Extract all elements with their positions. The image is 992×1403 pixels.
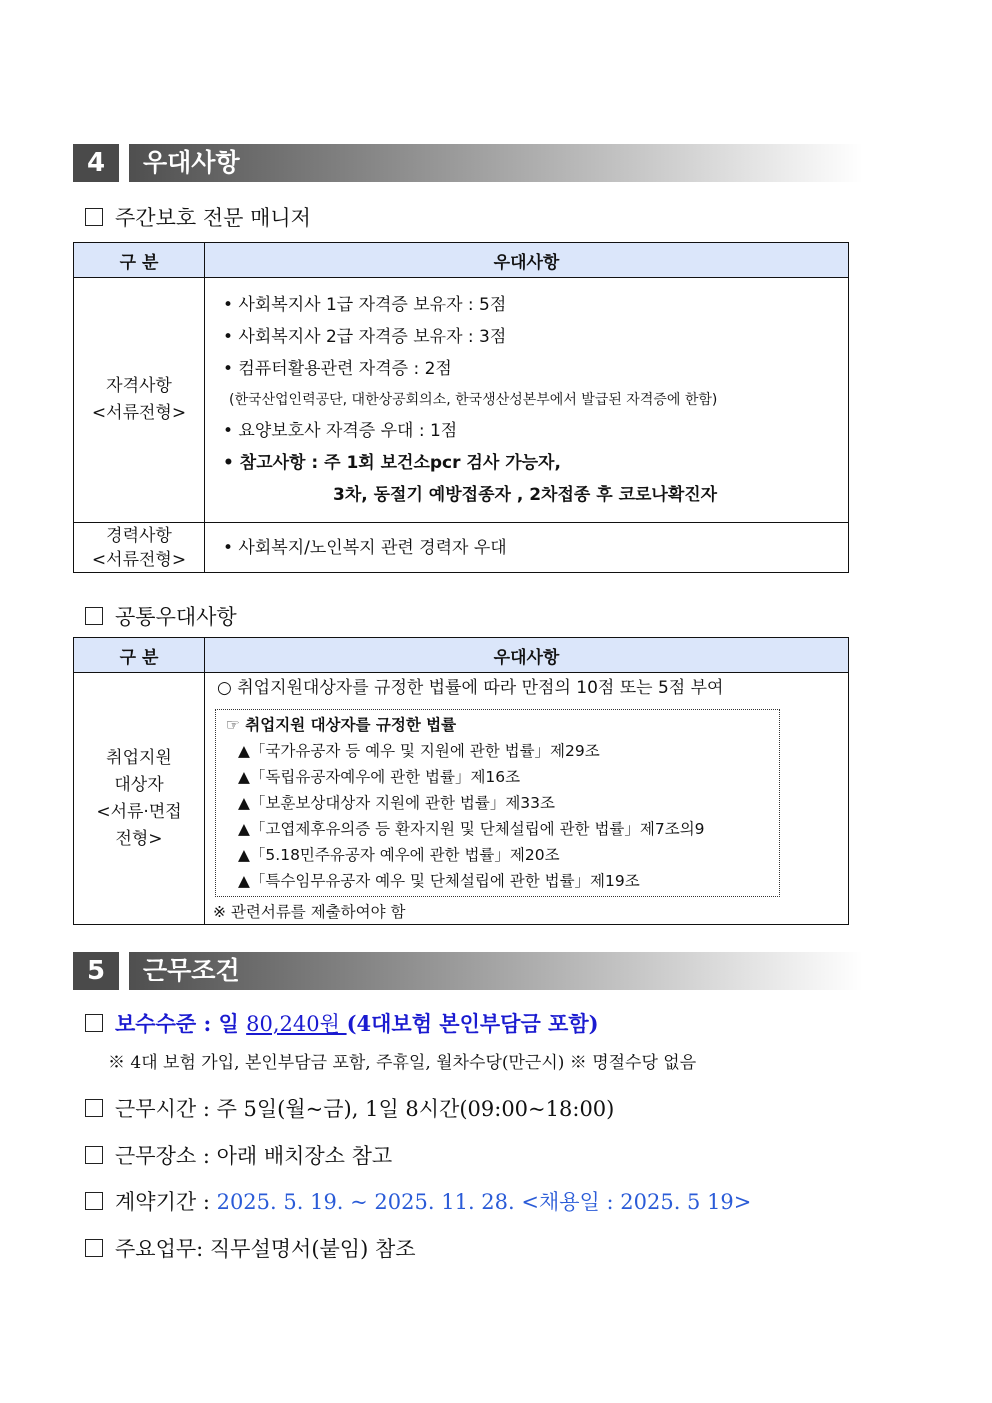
- period-label: 계약기간 :: [115, 1190, 217, 1214]
- experience-item: [205, 523, 849, 573]
- law-item: ▲「독립유공자예우에 관한 법률」제16조: [238, 768, 521, 786]
- list-item: • 사회복지사 1급 자격증 보유자 : 5점: [223, 295, 507, 315]
- label-line: 대상자: [114, 774, 164, 795]
- note-text: ※ 관련서류를 제출하여야 함: [213, 903, 406, 921]
- law-item: ▲「보훈보상대상자 지원에 관한 법률」제33조: [238, 794, 555, 812]
- checkbox-square-icon: [85, 1146, 103, 1164]
- label-line: <서류·면접: [96, 801, 182, 822]
- laws-box-title: ☞ 취업지원 대상자를 규정한 법률: [226, 716, 457, 734]
- list-note: (한국산업인력공단, 대한상공회의소, 한국생산성본부에서 발급된 자격증에 한함): [229, 392, 718, 408]
- row-label-employment-support: [74, 673, 205, 925]
- condition-duty: [85, 1233, 416, 1263]
- header-category: 구 분: [74, 638, 205, 673]
- condition-period: [85, 1186, 751, 1216]
- header-category: 구 분: [74, 243, 205, 278]
- list-item: • 사회복지사 2급 자격증 보유자 : 3점: [223, 327, 507, 347]
- pay-amount: 80,240원: [246, 1012, 347, 1036]
- law-item: ▲「국가유공자 등 예우 및 지원에 관한 법률」제29조: [238, 742, 600, 760]
- duty-text: 주요업무: 직무설명서(붙임) 참조: [115, 1237, 416, 1261]
- checkbox-square-icon: [85, 1099, 103, 1117]
- condition-hours: [85, 1093, 614, 1123]
- subheading-day-care-manager: [85, 202, 311, 232]
- subheading-text: 공통우대사항: [115, 605, 237, 629]
- law-item: ▲「특수임무유공자 예우 및 단체설립에 관한 법률」제19조: [238, 872, 640, 890]
- label-line: 전형>: [115, 828, 163, 849]
- list-item: • 컴퓨터활용관련 자격증 : 2점: [223, 359, 452, 379]
- preference-table-common: [73, 637, 849, 925]
- period-value: 2025. 5. 19. ~ 2025. 11. 28. <채용일 : 2025. 5 19>: [216, 1190, 752, 1214]
- subheading-text: 주간보호 전문 매니저: [115, 206, 311, 230]
- checkbox-square-icon: [85, 1192, 103, 1210]
- list-item-reference: • 참고사항 : 주 1회 보건소pcr 검사 가능자,: [223, 453, 561, 473]
- subheading-common-preference: [85, 601, 237, 631]
- employment-support-content: [205, 673, 849, 925]
- checkbox-square-icon: [85, 607, 103, 625]
- list-item-reference-cont: 3차, 동절기 예방접종자 , 2차접종 후 코로나확진자: [333, 485, 718, 505]
- intro-text: ○ 취업지원대상자를 규정한 법률에 따라 만점의 10점 또는 5점 부여: [217, 678, 724, 698]
- law-item: ▲「5.18민주유공자 예우에 관한 법률」제20조: [238, 846, 560, 864]
- label-line: <서류전형>: [91, 403, 187, 423]
- list-item: • 요양보호사 자격증 우대 : 1점: [223, 421, 458, 441]
- section-title: 근무조건: [129, 952, 863, 990]
- section-title: 우대사항: [129, 144, 863, 182]
- section-number: 5: [73, 952, 119, 990]
- place-text: 근무장소 : 아래 배치장소 참고: [115, 1144, 393, 1168]
- checkbox-square-icon: [85, 208, 103, 226]
- pay-note: (4대보험 본인부담금 포함): [346, 1011, 599, 1036]
- condition-place: [85, 1140, 392, 1170]
- section-number: 4: [73, 144, 119, 182]
- header-preference: 우대사항: [205, 243, 849, 278]
- law-item: ▲「고엽제후유의증 등 환자지원 및 단체설립에 관한 법률」제7조의9: [238, 820, 705, 838]
- label-line: <서류전형>: [91, 549, 187, 570]
- section-5-header: [73, 952, 863, 990]
- section-4-header: [73, 144, 863, 182]
- header-preference: 우대사항: [205, 638, 849, 673]
- label-line: 취업지원: [106, 747, 172, 768]
- row-label-qualification: [74, 278, 205, 523]
- hours-text: 근무시간 : 주 5일(월~금), 1일 8시간(09:00~18:00): [115, 1097, 615, 1121]
- laws-box: [215, 709, 780, 897]
- list-item: • 사회복지/노인복지 관련 경력자 우대: [223, 537, 507, 558]
- condition-pay: [85, 1008, 599, 1038]
- pay-label: 보수수준 : 일: [115, 1011, 247, 1036]
- row-label-experience: [74, 523, 205, 573]
- label-line: 자격사항: [106, 376, 172, 396]
- preference-table-manager: [73, 242, 849, 573]
- label-line: 경력사항: [106, 525, 172, 546]
- qualification-items: [205, 278, 849, 523]
- pay-subnote: ※ 4대 보험 가입, 본인부담금 포함, 주휴일, 월차수당(만근시) ※ 명절수당 없음: [108, 1053, 697, 1073]
- checkbox-square-icon: [85, 1239, 103, 1257]
- checkbox-square-icon: [85, 1014, 103, 1032]
